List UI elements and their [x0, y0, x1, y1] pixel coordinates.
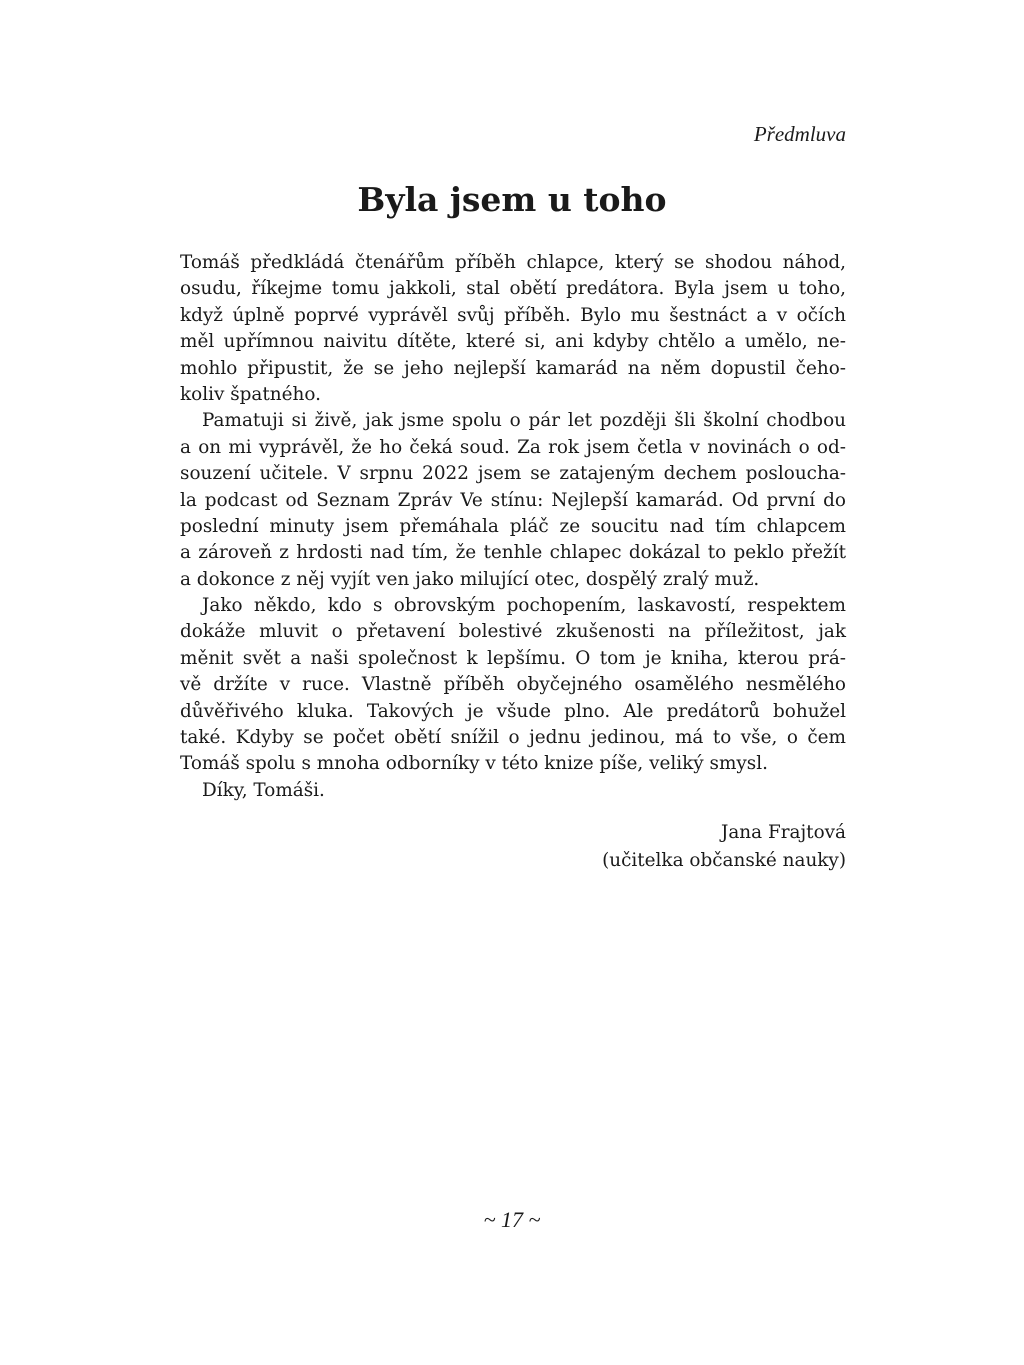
text-line: Tomáš předkládá čtenářům příběh chlapce, který se shodou náhod, [180, 252, 846, 273]
text-line: a dokonce z něj vyjít ven jako milující otec, dospělý zralý muž. [180, 568, 760, 590]
text-line: koliv špatného. [180, 383, 321, 405]
text-line: souzení učitele. V srpnu 2022 jsem se zatajeným dechem posloucha- [180, 463, 846, 485]
signature [602, 819, 846, 875]
text-line: měl upřímnou naivitu dítěte, které si, ani kdyby chtělo a umělo, ne- [180, 331, 846, 353]
text-line: Pamatuji si živě, jak jsme spolu o pár let později šli školní chodbou [202, 410, 846, 432]
text-line: když úplně poprvé vyprávěl svůj příběh. Bylo mu šestnáct a v očích [180, 304, 846, 326]
page-number: ~ 17 ~ [483, 1207, 541, 1232]
body-text [180, 250, 846, 804]
text-line: poslední minuty jsem přemáhala pláč ze soucitu nad tím chlapcem [180, 515, 846, 537]
text-line: osudu, říkejme tomu jakkoli, stal obětí predátora. Byla jsem u toho, [180, 278, 846, 300]
text-line: a zároveň z hrdosti nad tím, že tenhle chlapec dokázal to peklo přežít [180, 542, 846, 564]
signature-name: Jana Frajtová [720, 822, 846, 843]
text-line: dokáže mluvit o přetavení bolestivé zkušenosti na příležitost, jak [180, 621, 846, 643]
text-line: měnit svět a naši společnost k lepšímu. O tom je kniha, kterou prá- [180, 647, 846, 669]
text-line: Díky, Tomáši. [202, 779, 325, 801]
text-line: a on mi vyprávěl, že ho čeká soud. Za rok jsem četla v novinách o od- [180, 436, 846, 458]
text-line: Tomáš spolu s mnoha odborníky v této knize píše, veliký smysl. [180, 753, 768, 775]
signature-role: (učitelka občanské nauky) [602, 850, 846, 871]
text-line: la podcast od Seznam Zpráv Ve stínu: Nejlepší kamarád. Od první do [180, 489, 846, 511]
running-head: Předmluva [753, 122, 846, 146]
text-line: také. Kdyby se počet obětí snížil o jednu jedinou, má to vše, o čem [180, 727, 846, 749]
text-line: vě držíte v ruce. Vlastně příběh obyčejného osamělého nesmělého [180, 674, 846, 696]
chapter-title: Byla jsem u toho [357, 180, 667, 219]
text-line: Jako někdo, kdo s obrovským pochopením, laskavostí, respektem [202, 595, 846, 617]
text-line: mohlo připustit, že se jeho nejlepší kamarád na něm dopustil čeho- [180, 357, 846, 379]
text-line: důvěřivého kluka. Takových je všude plno. Ale predátorů bohužel [180, 700, 846, 722]
